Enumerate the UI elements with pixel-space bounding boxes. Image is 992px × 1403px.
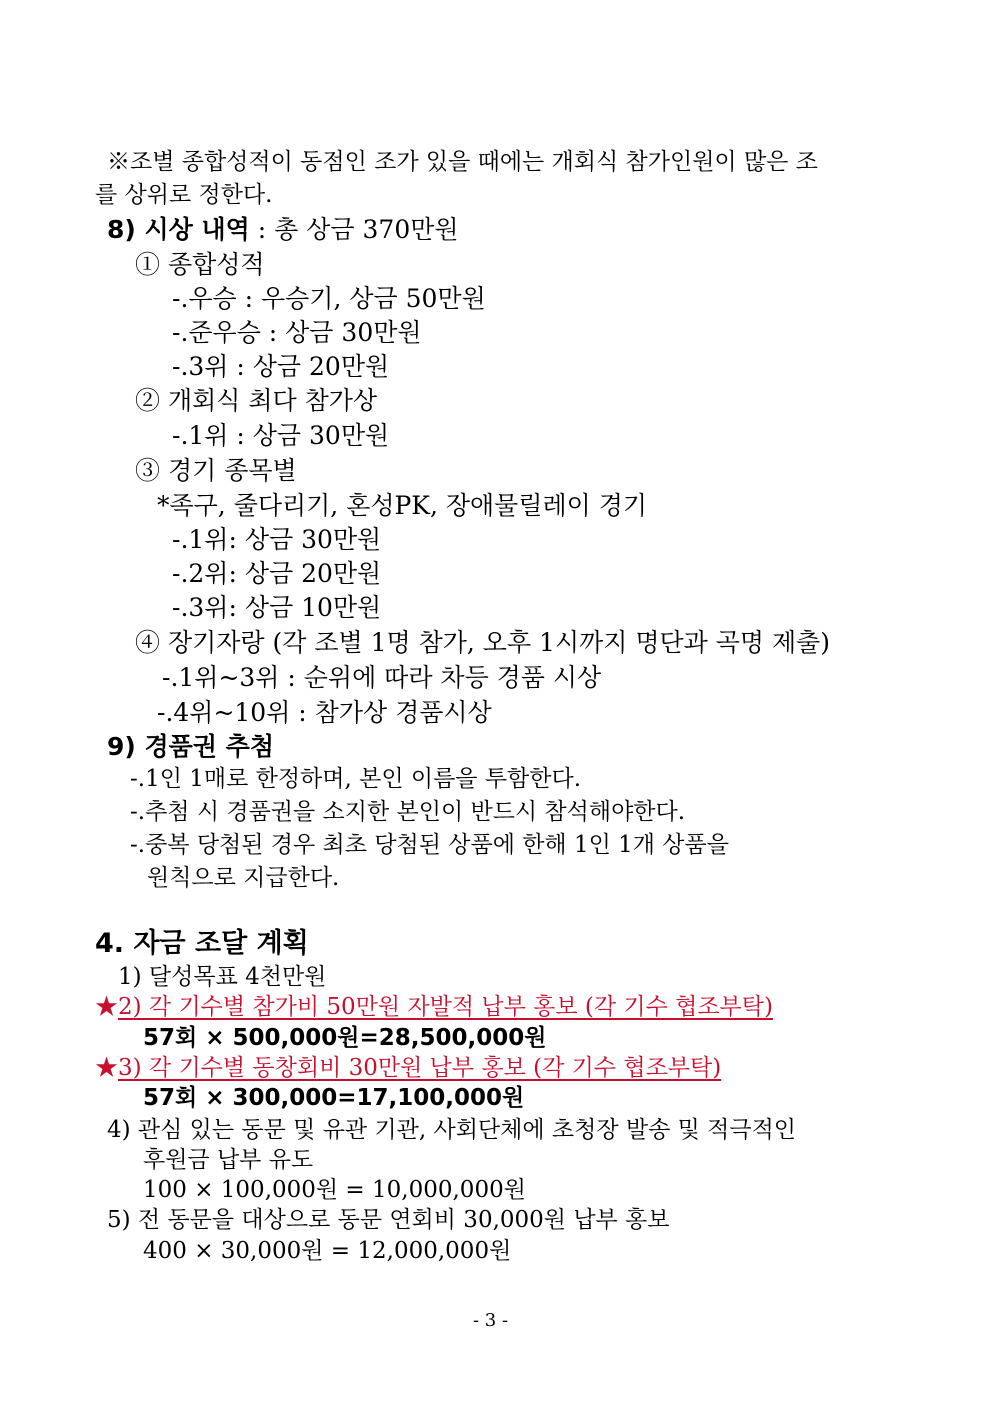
funding-calc: 57회 × 300,000=17,100,000원	[143, 1085, 525, 1111]
award-event-title: ③ 경기 종목별	[135, 456, 297, 485]
lottery-rule: -.1인 1매로 한정하며, 본인 이름을 투함한다.	[130, 766, 582, 792]
funding-item-participation-fee	[95, 996, 773, 1019]
section8-heading-total: : 총 상금 370만원	[249, 215, 459, 244]
lottery-rule: -.추첨 시 경품권을 소지한 본인이 반드시 참석해야한다.	[130, 799, 686, 825]
page-number: - 3 -	[473, 1310, 509, 1331]
section8-heading-label: 8) 시상 내역	[107, 215, 250, 244]
funding-item-alumni-fee-text: 3) 각 기수별 동창회비 30만원 납부 홍보 (각 기수 협조부탁)	[118, 1055, 722, 1081]
award-overall-title: ① 종합성적	[135, 250, 265, 279]
funding-calc: 100 × 100,000원 = 10,000,000원	[143, 1177, 526, 1203]
award-overall-item: -.3위 : 상금 20만원	[172, 352, 390, 381]
award-event-item: -.2위: 상금 20만원	[172, 559, 382, 588]
lottery-rule: -.중복 당첨된 경우 최초 당첨된 상품에 한해 1인 1개 상품을	[130, 832, 729, 858]
star-icon: ★	[95, 994, 118, 1020]
funding-item-annual-dues: 5) 전 동문을 대상으로 동문 연회비 30,000원 납부 홍보	[107, 1207, 670, 1233]
funding-item-participation-fee-text: 2) 각 기수별 참가비 50만원 자발적 납부 홍보 (각 기수 협조부탁)	[118, 994, 773, 1020]
lottery-rule-continued: 원칙으로 지급한다.	[147, 865, 340, 891]
award-overall-item: -.준우승 : 상금 30만원	[172, 318, 422, 347]
award-event-item: -.1위: 상금 30만원	[172, 525, 382, 554]
tiebreak-note-line1: ※조별 종합성적이 동점인 조가 있을 때에는 개회식 참가인원이 많은 조	[107, 149, 818, 175]
funding-item-target: 1) 달성목표 4천만원	[118, 964, 327, 990]
tiebreak-note-line2: 를 상위로 정한다.	[95, 182, 273, 208]
section8-heading	[107, 217, 459, 242]
funding-item-sponsorship: 4) 관심 있는 동문 및 유관 기관, 사회단체에 초청장 발송 및 적극적인	[107, 1117, 797, 1143]
funding-item-sponsorship-continued: 후원금 납부 유도	[143, 1147, 314, 1173]
star-icon: ★	[95, 1055, 118, 1081]
award-talent-item: -.4위~10위 : 참가상 경품시상	[157, 698, 492, 727]
funding-item-alumni-fee	[95, 1057, 721, 1080]
funding-calc: 57회 × 500,000원=28,500,000원	[143, 1025, 547, 1051]
award-event-note: *족구, 줄다리기, 혼성PK, 장애물릴레이 경기	[157, 491, 648, 520]
funding-calc: 400 × 30,000원 = 12,000,000원	[143, 1238, 512, 1264]
award-overall-item: -.우승 : 우승기, 상금 50만원	[172, 284, 486, 313]
award-talent-item: -.1위~3위 : 순위에 따라 차등 경품 시상	[162, 663, 602, 692]
award-event-item: -.3위: 상금 10만원	[172, 593, 382, 622]
award-attendance-title: ② 개회식 최다 참가상	[135, 386, 378, 415]
section9-heading: 9) 경품권 추첨	[107, 732, 274, 761]
section4-heading: 4. 자금 조달 계획	[95, 928, 309, 959]
award-attendance-item: -.1위 : 상금 30만원	[172, 421, 390, 450]
award-talent-title: ④ 장기자랑 (각 조별 1명 참가, 오후 1시까지 명단과 곡명 제출)	[135, 628, 831, 657]
